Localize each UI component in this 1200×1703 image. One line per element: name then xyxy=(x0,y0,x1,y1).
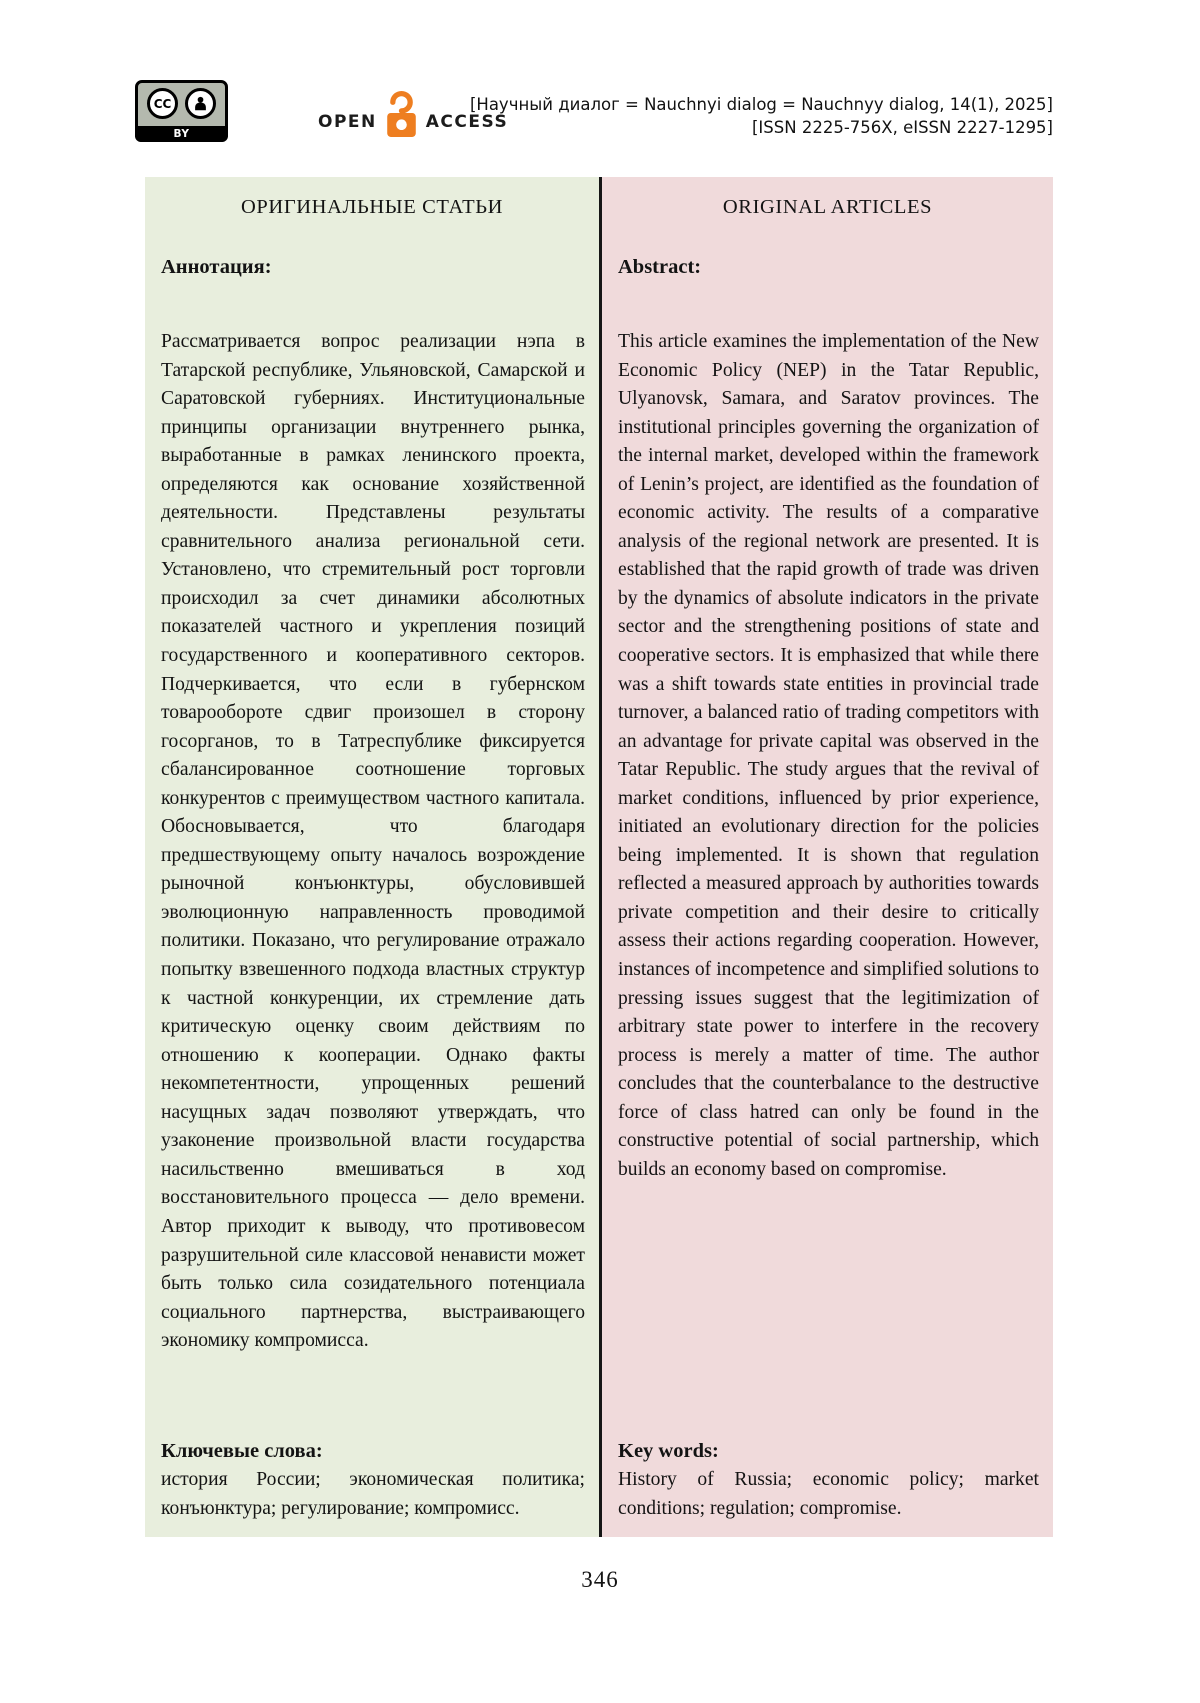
russian-section-title: ОРИГИНАЛЬНЫЕ СТАТЬИ xyxy=(241,196,503,218)
cc-icon xyxy=(147,88,178,119)
english-abstract-label: Abstract: xyxy=(618,256,702,278)
english-keywords-block xyxy=(618,1440,1039,1524)
page-number: 346 xyxy=(581,1567,619,1592)
open-access-word-open: OPEN xyxy=(318,112,377,132)
english-keywords-text: History of Russia; economic policy; market conditions; regulation; compromise. xyxy=(618,1469,1039,1519)
cc-badge-circles xyxy=(138,88,225,119)
cc-by-label: BY xyxy=(135,126,228,142)
english-section-title: ORIGINAL ARTICLES xyxy=(722,196,933,218)
citation-line-2: [ISSN 2225-756X, eISSN 2227-1295] xyxy=(752,118,1053,137)
cc-icon-label: CC xyxy=(153,96,172,111)
russian-keywords-block xyxy=(161,1440,585,1524)
russian-abstract-text: Рассматривается вопрос реализации нэпа в Татарской республике, Ульяновской, Самарской и Саратовской губерниях. Институциональные принципы организации внутреннего рынка, выработанные в рамках ленинского проекта, определяются как основание хозяйственной деятельности. Представлены результаты сравнительного анализа региональной сети. Установлено, что стремительный рост торговли происходил за счет динамики абсолютных показателей частного и укрепления позиций государственного и кооперативного секторов. Подчеркивается, что если в губернском товарообороте сдвиг произошел в сторону госорганов, то в Татреспублике фиксируется сбалансированное соотношение торговых конкурентов с преимуществом частного капитала. Обосновывается, что благодаря предшествующему опыту началось возрождение рыночной конъюнктуры, обусловившей эволюционную направленность проводимой политики. Показано, что регулирование отражало попытку взвешенного подхода властных структур к частной конкуренции, их стремление дать критическую оценку своим действиям по отношению к кооперации. Однако факты некомпетентности, упрощенных решений насущных задач позволяют утверждать, что узаконение произвольной власти государства насильственно вмешиваться в ход восстановительного процесса — дело времени. Автор приходит к выводу, что противовесом разрушительной силе классовой ненависти может быть только сила созидательного потенциала социального партнерства, выстраивающего экономику компромисса. xyxy=(161,331,585,1352)
russian-abstract-label: Аннотация: xyxy=(161,256,272,278)
russian-keywords-text: история России; экономическая политика; конъюнктура; регулирование; компромисс. xyxy=(161,1469,585,1519)
english-keywords-label: Key words: xyxy=(618,1440,719,1462)
open-access-word-access: ACCESS xyxy=(425,112,509,132)
cc-by-license-badge xyxy=(135,80,228,142)
open-padlock-icon xyxy=(384,89,419,140)
journal-citation xyxy=(470,93,1053,139)
abstract-columns xyxy=(145,177,1053,1537)
citation-line-1: [Научный диалог = Nauchnyi dialog = Nauchnyy dialog, 14(1), 2025] xyxy=(469,95,1053,114)
english-abstract-text: This article examines the implementation of the New Economic Policy (NEP) in the Tatar Republic, Ulyanovsk, Samara, and Saratov provinces. The institutional principles governing the organization of the internal market, developed within the framework of Lenin’s project, are identified as the foundation of economic activity. The results of a comparative analysis of the regional network are presented. It is established that the rapid growth of trade was driven by the dynamics of absolute indicators in the private sector and the strengthening positions of state and cooperative sectors. It is emphasized that while there was a shift towards state entities in provincial trade turnover, a balanced ratio of trading competitors with an advantage for private capital was observed in the Tatar Republic. The study argues that the revival of market conditions, influenced by prior experience, initiated an evolutionary direction for the policies being implemented. It is shown that regulation reflected a measured approach by authorities towards private competition and their desire to critically assess their actions regarding cooperation. However, instances of incompetence and simplified solutions to pressing issues suggest that the legitimization of arbitrary state power to interfere in the recovery process is merely a matter of time. The author concludes that the counterbalance to the destructive force of class hatred can only be found in the constructive potential of social partnership, which builds an economy based on compromise. xyxy=(618,331,1039,1180)
russian-keywords-label: Ключевые слова: xyxy=(161,1440,323,1462)
english-column xyxy=(602,177,1053,1537)
person-icon xyxy=(185,88,216,119)
russian-column xyxy=(145,177,599,1537)
